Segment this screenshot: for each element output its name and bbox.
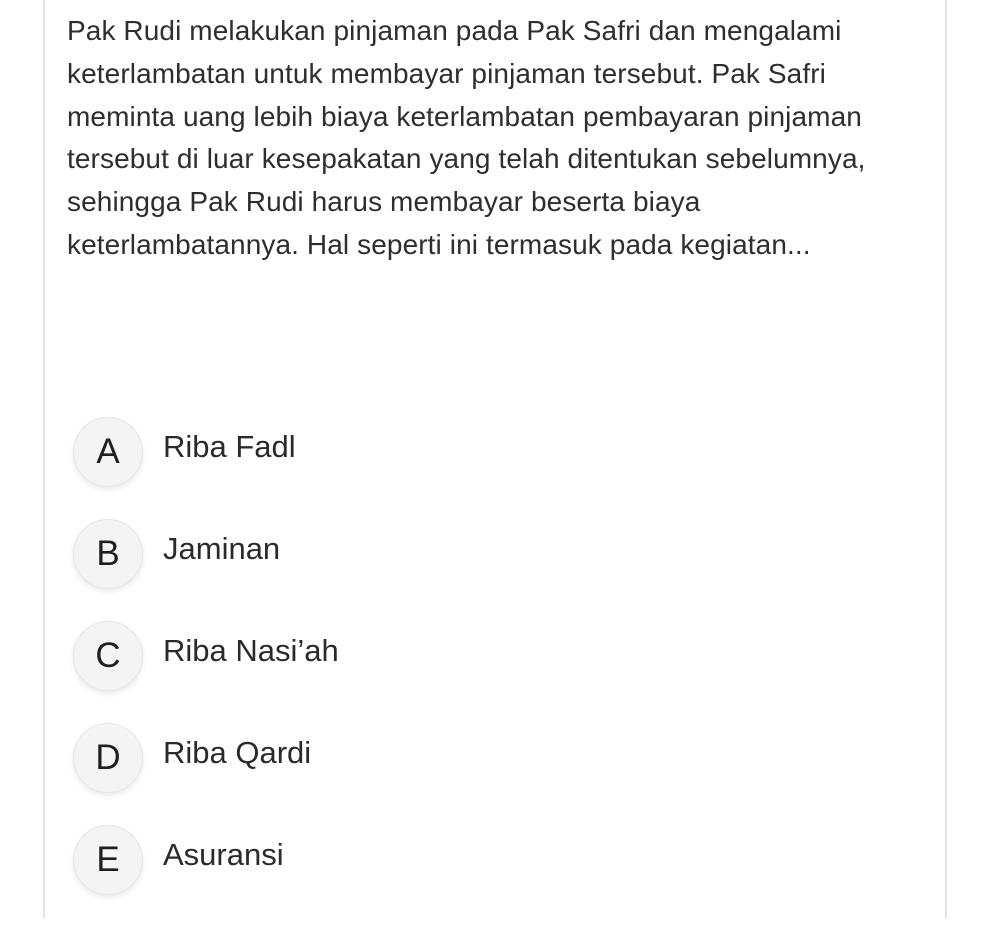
option-label[interactable]: Riba Qardi xyxy=(163,735,312,770)
option-letter-badge[interactable]: C xyxy=(73,621,143,691)
option-letter-badge[interactable]: A xyxy=(73,417,143,487)
option-label[interactable]: Riba Nasi’ah xyxy=(163,633,339,668)
option-letter-badge[interactable]: B xyxy=(73,519,143,589)
option-label[interactable]: Jaminan xyxy=(163,531,281,566)
question-card xyxy=(43,0,947,918)
question-text: Pak Rudi melakukan pinjaman pada Pak Safri dan mengalami keterlambatan untuk membayar pinjaman tersebut. Pak Safri meminta uang lebih biaya keterlambatan pembayaran pinjaman tersebut di luar kesepakatan yang telah ditentukan sebelumnya, sehingga Pak Rudi harus membayar beserta biaya keterlambatannya. Hal seperti ini termasuk pada kegiatan... xyxy=(67,15,866,260)
option-b[interactable] xyxy=(73,518,893,590)
option-a[interactable] xyxy=(73,416,893,488)
answer-options xyxy=(73,416,893,926)
option-d[interactable] xyxy=(73,722,893,794)
option-c[interactable] xyxy=(73,620,893,692)
option-label[interactable]: Asuransi xyxy=(163,837,284,872)
option-letter-badge[interactable]: E xyxy=(73,825,143,895)
option-e[interactable] xyxy=(73,824,893,896)
option-label[interactable]: Riba Fadl xyxy=(163,429,296,464)
option-letter-badge[interactable]: D xyxy=(73,723,143,793)
